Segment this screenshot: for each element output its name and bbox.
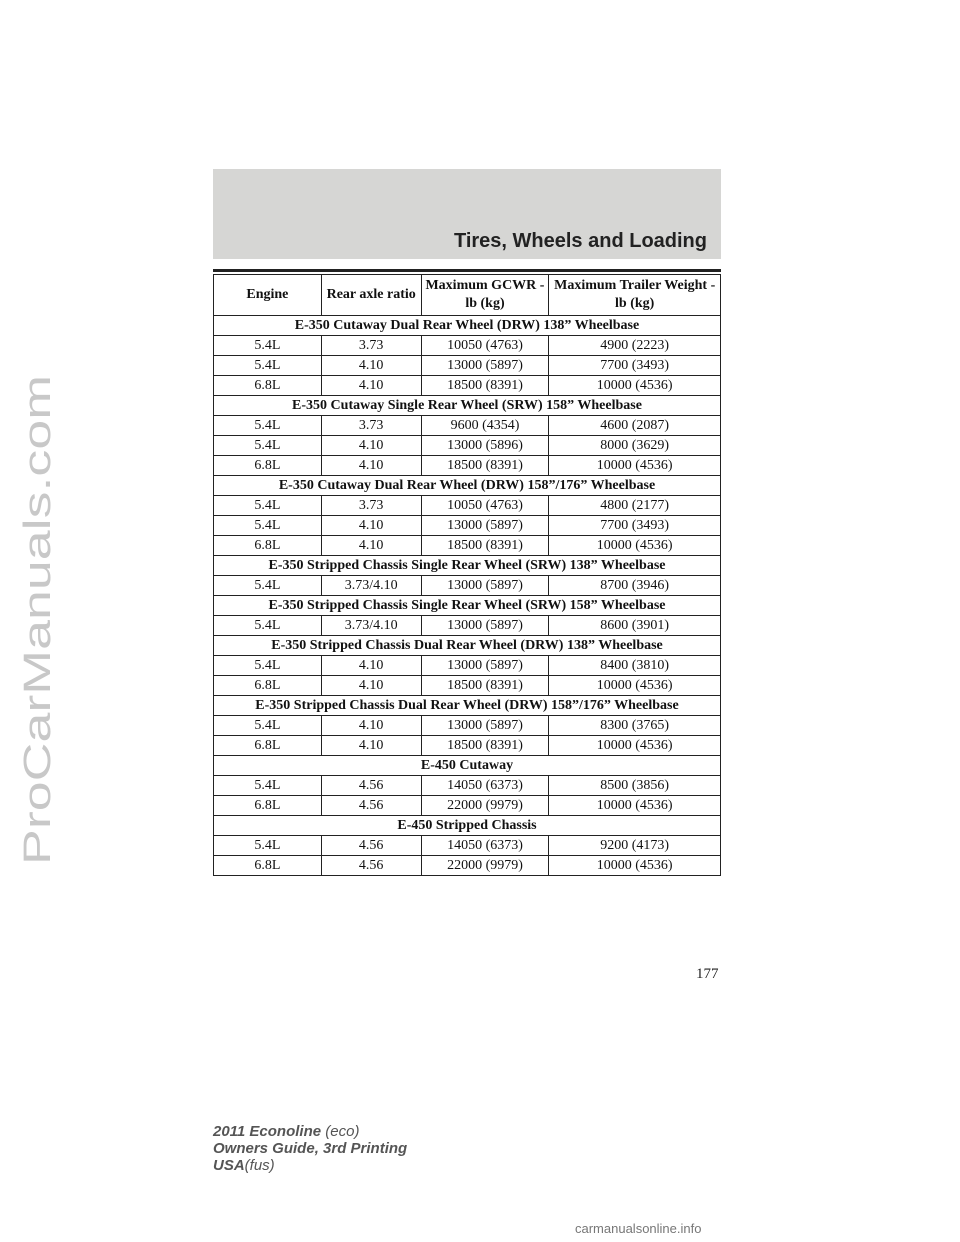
cell-max-gcwr: 14050 (6373) bbox=[421, 836, 549, 856]
table-group-row bbox=[214, 756, 721, 776]
cell-engine: 5.4L bbox=[214, 336, 322, 356]
group-title: E-350 Stripped Chassis Dual Rear Wheel (DRW) 158”/176” Wheelbase bbox=[214, 696, 721, 716]
table-row bbox=[214, 456, 721, 476]
cell-engine: 5.4L bbox=[214, 416, 322, 436]
cell-rear-axle-ratio: 4.10 bbox=[321, 676, 421, 696]
group-title: E-350 Stripped Chassis Single Rear Wheel (SRW) 158” Wheelbase bbox=[214, 596, 721, 616]
section-title: Tires, Wheels and Loading bbox=[453, 230, 707, 252]
cell-max-gcwr: 13000 (5897) bbox=[421, 716, 549, 736]
footer-model-code: (eco) bbox=[325, 1123, 360, 1140]
table-group-row bbox=[214, 596, 721, 616]
header-max-trailer-weight: Maximum Trailer Weight - lb (kg) bbox=[549, 275, 721, 316]
cell-max-trailer-weight: 10000 (4536) bbox=[549, 856, 721, 876]
cell-max-gcwr: 13000 (5897) bbox=[421, 356, 549, 376]
table-group-row bbox=[214, 636, 721, 656]
table-row bbox=[214, 736, 721, 756]
table-row bbox=[214, 856, 721, 876]
cell-max-trailer-weight: 10000 (4536) bbox=[549, 676, 721, 696]
cell-engine: 6.8L bbox=[214, 536, 322, 556]
cell-max-gcwr: 10050 (4763) bbox=[421, 336, 549, 356]
footer-region-code: (fus) bbox=[244, 1157, 275, 1174]
table-row bbox=[214, 356, 721, 376]
cell-rear-axle-ratio: 4.10 bbox=[321, 356, 421, 376]
table-header-row bbox=[214, 275, 721, 316]
table-group-row bbox=[214, 476, 721, 496]
cell-rear-axle-ratio: 4.10 bbox=[321, 376, 421, 396]
table-body bbox=[214, 316, 721, 876]
table-row bbox=[214, 516, 721, 536]
table-top-rule bbox=[213, 269, 721, 272]
towing-capacity-table bbox=[213, 274, 721, 876]
cell-max-gcwr: 13000 (5897) bbox=[421, 516, 549, 536]
cell-rear-axle-ratio: 4.56 bbox=[321, 836, 421, 856]
group-title: E-350 Cutaway Dual Rear Wheel (DRW) 158”/176” Wheelbase bbox=[214, 476, 721, 496]
cell-max-trailer-weight: 9200 (4173) bbox=[549, 836, 721, 856]
cell-max-trailer-weight: 8300 (3765) bbox=[549, 716, 721, 736]
cell-max-trailer-weight: 7700 (3493) bbox=[549, 356, 721, 376]
group-title: E-450 Cutaway bbox=[214, 756, 721, 776]
cell-max-gcwr: 18500 (8391) bbox=[421, 676, 549, 696]
cell-engine: 5.4L bbox=[214, 716, 322, 736]
group-title: E-350 Cutaway Dual Rear Wheel (DRW) 138” Wheelbase bbox=[214, 316, 721, 336]
group-title: E-350 Cutaway Single Rear Wheel (SRW) 158” Wheelbase bbox=[214, 396, 721, 416]
cell-engine: 5.4L bbox=[214, 436, 322, 456]
table-row bbox=[214, 616, 721, 636]
header-max-gcwr: Maximum GCWR - lb (kg) bbox=[421, 275, 549, 316]
cell-rear-axle-ratio: 4.10 bbox=[321, 536, 421, 556]
cell-engine: 5.4L bbox=[214, 356, 322, 376]
table-row bbox=[214, 776, 721, 796]
table-row bbox=[214, 436, 721, 456]
cell-engine: 6.8L bbox=[214, 456, 322, 476]
cell-max-gcwr: 13000 (5897) bbox=[421, 656, 549, 676]
group-title: E-350 Stripped Chassis Dual Rear Wheel (DRW) 138” Wheelbase bbox=[214, 636, 721, 656]
cell-engine: 6.8L bbox=[214, 736, 322, 756]
table-group-row bbox=[214, 316, 721, 336]
footer-region: USA bbox=[213, 1157, 245, 1174]
cell-rear-axle-ratio: 4.10 bbox=[321, 436, 421, 456]
cell-engine: 5.4L bbox=[214, 496, 322, 516]
cell-max-gcwr: 10050 (4763) bbox=[421, 496, 549, 516]
table-group-row bbox=[214, 556, 721, 576]
cell-max-gcwr: 14050 (6373) bbox=[421, 776, 549, 796]
cell-max-trailer-weight: 7700 (3493) bbox=[549, 516, 721, 536]
cell-max-trailer-weight: 8500 (3856) bbox=[549, 776, 721, 796]
table-row bbox=[214, 536, 721, 556]
cell-max-gcwr: 13000 (5897) bbox=[421, 616, 549, 636]
table-row bbox=[214, 836, 721, 856]
cell-max-trailer-weight: 10000 (4536) bbox=[549, 456, 721, 476]
cell-max-gcwr: 18500 (8391) bbox=[421, 736, 549, 756]
cell-rear-axle-ratio: 4.10 bbox=[321, 656, 421, 676]
table-group-row bbox=[214, 396, 721, 416]
footer-guide: Owners Guide, 3rd Printing bbox=[213, 1140, 408, 1157]
cell-rear-axle-ratio: 4.10 bbox=[321, 516, 421, 536]
cell-rear-axle-ratio: 3.73 bbox=[321, 336, 421, 356]
cell-engine: 6.8L bbox=[214, 676, 322, 696]
table-row bbox=[214, 496, 721, 516]
table-row bbox=[214, 716, 721, 736]
cell-max-gcwr: 18500 (8391) bbox=[421, 536, 549, 556]
cell-rear-axle-ratio: 4.10 bbox=[321, 716, 421, 736]
cell-rear-axle-ratio: 4.56 bbox=[321, 796, 421, 816]
cell-rear-axle-ratio: 4.10 bbox=[321, 736, 421, 756]
cell-rear-axle-ratio: 3.73 bbox=[321, 416, 421, 436]
table-row bbox=[214, 796, 721, 816]
cell-rear-axle-ratio: 4.56 bbox=[321, 776, 421, 796]
table-row bbox=[214, 336, 721, 356]
cell-rear-axle-ratio: 4.10 bbox=[321, 456, 421, 476]
cell-engine: 5.4L bbox=[214, 836, 322, 856]
table-group-row bbox=[214, 816, 721, 836]
group-title: E-450 Stripped Chassis bbox=[214, 816, 721, 836]
header-rear-axle-ratio: Rear axle ratio bbox=[321, 275, 421, 316]
cell-rear-axle-ratio: 3.73 bbox=[321, 496, 421, 516]
cell-engine: 5.4L bbox=[214, 656, 322, 676]
footer-model: 2011 Econoline bbox=[213, 1123, 322, 1140]
cell-engine: 6.8L bbox=[214, 376, 322, 396]
table-row bbox=[214, 576, 721, 596]
cell-max-gcwr: 9600 (4354) bbox=[421, 416, 549, 436]
watermark-left-text: ProCarManuals.com bbox=[17, 518, 59, 865]
cell-max-trailer-weight: 10000 (4536) bbox=[549, 796, 721, 816]
section-header-band bbox=[213, 169, 721, 259]
cell-max-gcwr: 22000 (9979) bbox=[421, 856, 549, 876]
group-title: E-350 Stripped Chassis Single Rear Wheel (SRW) 138” Wheelbase bbox=[214, 556, 721, 576]
cell-rear-axle-ratio: 3.73/4.10 bbox=[321, 576, 421, 596]
cell-max-trailer-weight: 10000 (4536) bbox=[549, 376, 721, 396]
cell-rear-axle-ratio: 3.73/4.10 bbox=[321, 616, 421, 636]
table-group-row bbox=[214, 696, 721, 716]
cell-max-trailer-weight: 4600 (2087) bbox=[549, 416, 721, 436]
cell-rear-axle-ratio: 4.56 bbox=[321, 856, 421, 876]
cell-max-gcwr: 22000 (9979) bbox=[421, 796, 549, 816]
footer-document-info bbox=[213, 1123, 407, 1174]
cell-max-gcwr: 18500 (8391) bbox=[421, 456, 549, 476]
cell-engine: 5.4L bbox=[214, 576, 322, 596]
procarmanuals-watermark bbox=[6, 370, 66, 870]
header-engine: Engine bbox=[214, 275, 322, 316]
cell-max-trailer-weight: 8700 (3946) bbox=[549, 576, 721, 596]
cell-engine: 6.8L bbox=[214, 796, 322, 816]
cell-max-trailer-weight: 8000 (3629) bbox=[549, 436, 721, 456]
table-row bbox=[214, 676, 721, 696]
table-row bbox=[214, 376, 721, 396]
cell-engine: 5.4L bbox=[214, 616, 322, 636]
cell-engine: 5.4L bbox=[214, 776, 322, 796]
cell-engine: 6.8L bbox=[214, 856, 322, 876]
cell-engine: 5.4L bbox=[214, 516, 322, 536]
cell-max-trailer-weight: 8400 (3810) bbox=[549, 656, 721, 676]
table-row bbox=[214, 416, 721, 436]
cell-max-trailer-weight: 4900 (2223) bbox=[549, 336, 721, 356]
cell-max-gcwr: 13000 (5897) bbox=[421, 576, 549, 596]
page-number: 177 bbox=[696, 966, 719, 982]
cell-max-trailer-weight: 8600 (3901) bbox=[549, 616, 721, 636]
cell-max-trailer-weight: 10000 (4536) bbox=[549, 536, 721, 556]
cell-max-trailer-weight: 4800 (2177) bbox=[549, 496, 721, 516]
table-row bbox=[214, 656, 721, 676]
cell-max-trailer-weight: 10000 (4536) bbox=[549, 736, 721, 756]
carmanualsonline-watermark: carmanualsonline.info bbox=[575, 1221, 702, 1236]
cell-max-gcwr: 13000 (5896) bbox=[421, 436, 549, 456]
cell-max-gcwr: 18500 (8391) bbox=[421, 376, 549, 396]
